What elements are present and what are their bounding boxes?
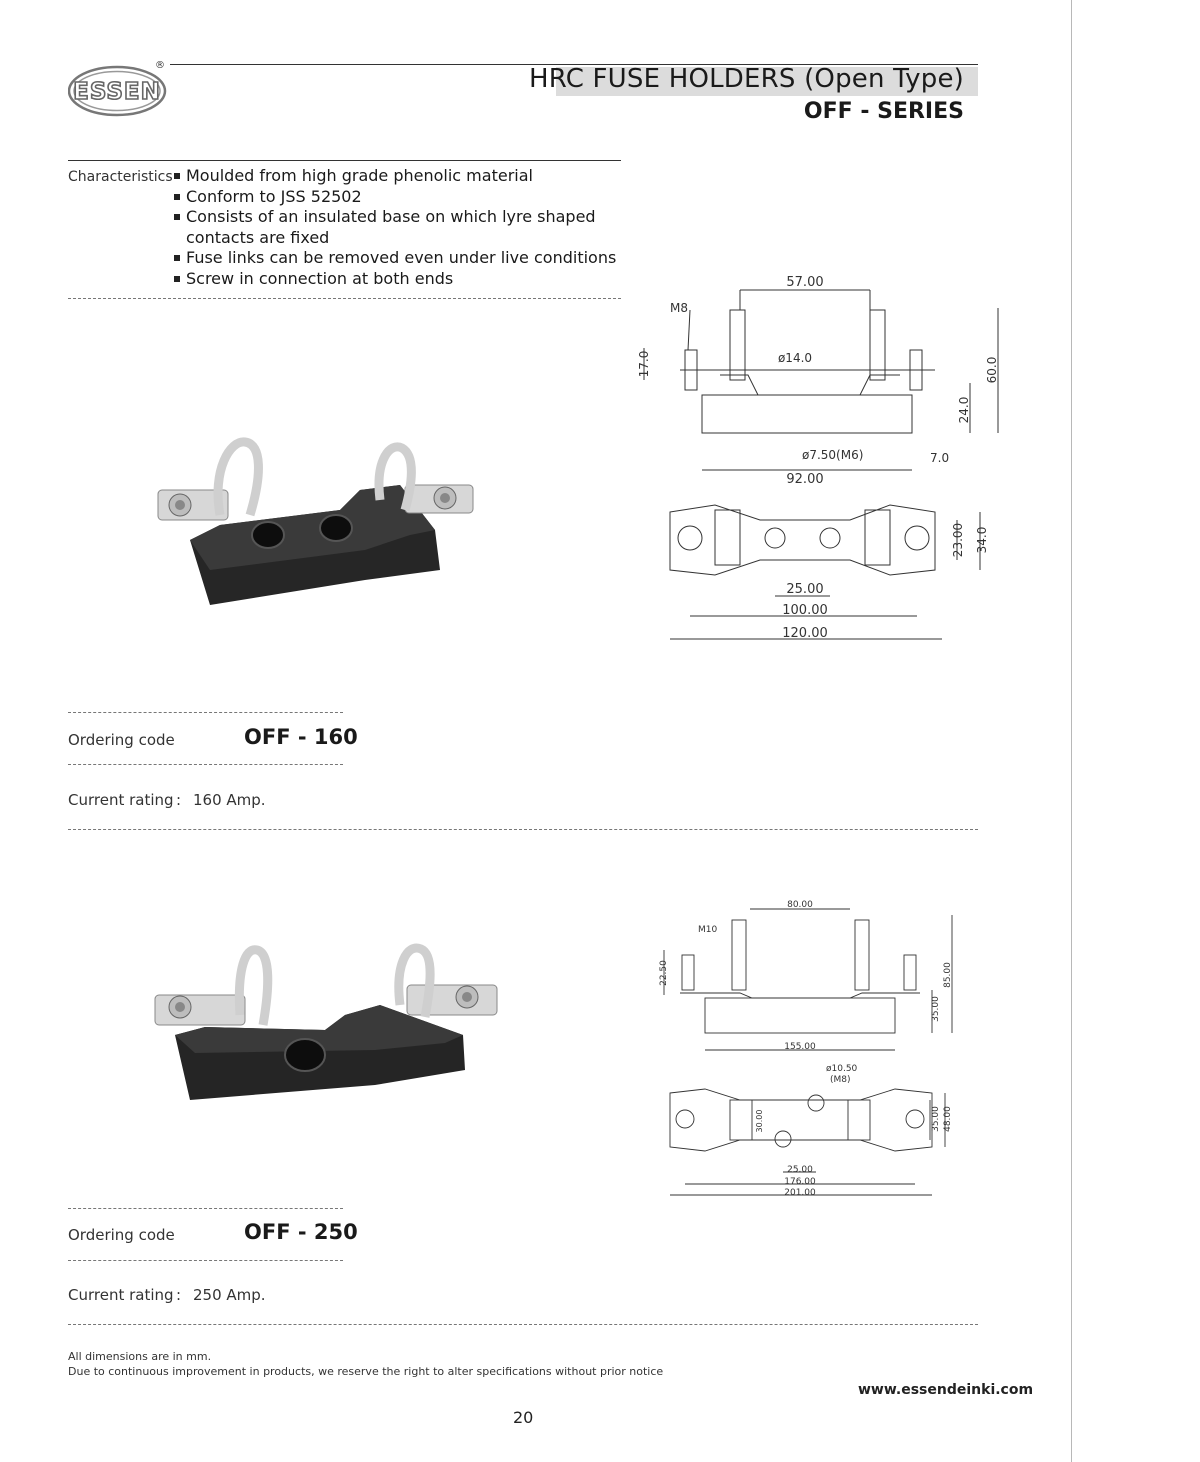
dim-terminal: M10 xyxy=(698,925,718,935)
logo-text: ESSEN xyxy=(73,79,161,105)
website-link[interactable]: www.essendeinki.com xyxy=(858,1382,1034,1398)
dim-plan-pitch: 25.00 xyxy=(786,582,824,597)
registered-mark: ® xyxy=(155,60,165,71)
current-rating-separator: : xyxy=(176,1286,182,1304)
dim-width: 80.00 xyxy=(787,900,813,910)
section-divider xyxy=(68,1324,978,1325)
ordering-top-rule xyxy=(68,712,343,713)
dim-mount-thread: (M8) xyxy=(830,1075,851,1085)
product-photo-off-160 xyxy=(150,430,490,610)
dim-mount-hole: ø10.50 xyxy=(826,1064,858,1074)
dim-base-length: 92.00 xyxy=(786,472,824,487)
page-edge-line xyxy=(1071,0,1072,1462)
characteristics-label: Characteristics xyxy=(68,169,173,185)
ordering-top-rule xyxy=(68,1208,343,1209)
current-rating-value: 160 Amp. xyxy=(193,791,266,809)
characteristics-list xyxy=(174,166,624,289)
dim-offset: 7.0 xyxy=(930,451,950,465)
footnote-line: All dimensions are in mm. xyxy=(68,1350,212,1363)
characteristics-top-rule xyxy=(68,160,621,161)
page-title: HRC FUSE HOLDERS (Open Type) xyxy=(528,64,964,94)
current-rating-label: Current rating xyxy=(68,1286,174,1304)
dim-height-left: 22.50 xyxy=(659,960,669,986)
series-subtitle: OFF - SERIES xyxy=(803,99,964,124)
dim-plan-mid-width: 30.00 xyxy=(755,1109,764,1133)
ordering-code-label: Ordering code xyxy=(68,1226,175,1244)
footnote-line: Due to continuous improvement in products, we reserve the right to alter specifications without prior notice xyxy=(68,1365,664,1378)
characteristic-item: Conform to JSS 52502 xyxy=(174,187,624,208)
dim-hole-dia: ø14.0 xyxy=(777,351,813,365)
dim-plan-outer-width: 34.0 xyxy=(975,526,989,554)
characteristic-item: Moulded from high grade phenolic material xyxy=(174,166,624,187)
dim-plan-pitch: 25.00 xyxy=(787,1165,813,1175)
dim-plan-inner-width: 23.00 xyxy=(951,522,965,558)
dim-plan-outer-length: 120.00 xyxy=(782,626,828,641)
dimension-drawing-off-160 xyxy=(630,270,1030,650)
footnote xyxy=(68,1349,663,1379)
dim-plan-outer-length: 201.00 xyxy=(784,1188,816,1198)
ordering-code-value: OFF - 250 xyxy=(244,1220,358,1244)
dim-height-total: 85.00 xyxy=(943,962,953,988)
dim-plan-inner-width: 35.00 xyxy=(931,1106,941,1132)
characteristic-item: Consists of an insulated base on which lyre shaped contacts are fixed xyxy=(174,207,624,248)
dim-mount-hole: ø7.50(M6) xyxy=(802,448,864,462)
current-rating-value: 250 Amp. xyxy=(193,1286,266,1304)
ordering-code-value: OFF - 160 xyxy=(244,725,358,749)
current-rating-separator: : xyxy=(176,791,182,809)
characteristic-item: Fuse links can be removed even under live conditions xyxy=(174,248,624,269)
dim-height-total: 60.0 xyxy=(985,356,999,384)
ordering-code-label: Ordering code xyxy=(68,731,175,749)
section-divider xyxy=(68,829,978,830)
dimension-drawing-off-250 xyxy=(640,895,980,1205)
current-rating-label: Current rating xyxy=(68,791,174,809)
page-number: 20 xyxy=(513,1408,534,1427)
essen-logo xyxy=(68,58,168,118)
dim-plan-inner-length: 176.00 xyxy=(784,1177,816,1187)
dim-height-base: 35.00 xyxy=(931,996,941,1022)
dim-base-length: 155.00 xyxy=(784,1042,816,1052)
ordering-bottom-rule xyxy=(68,764,343,765)
characteristics-bottom-rule xyxy=(68,298,621,299)
ordering-bottom-rule xyxy=(68,1260,343,1261)
characteristic-item: Screw in connection at both ends xyxy=(174,269,624,290)
dim-height-left: 17.0 xyxy=(637,350,651,378)
dim-terminal: M8 xyxy=(670,301,688,315)
dim-plan-inner-length: 100.00 xyxy=(782,603,828,618)
product-photo-off-250 xyxy=(145,935,505,1105)
dim-height-base: 24.0 xyxy=(957,396,971,424)
dim-width: 57.00 xyxy=(786,275,824,290)
dim-plan-outer-width: 48.00 xyxy=(943,1106,953,1132)
